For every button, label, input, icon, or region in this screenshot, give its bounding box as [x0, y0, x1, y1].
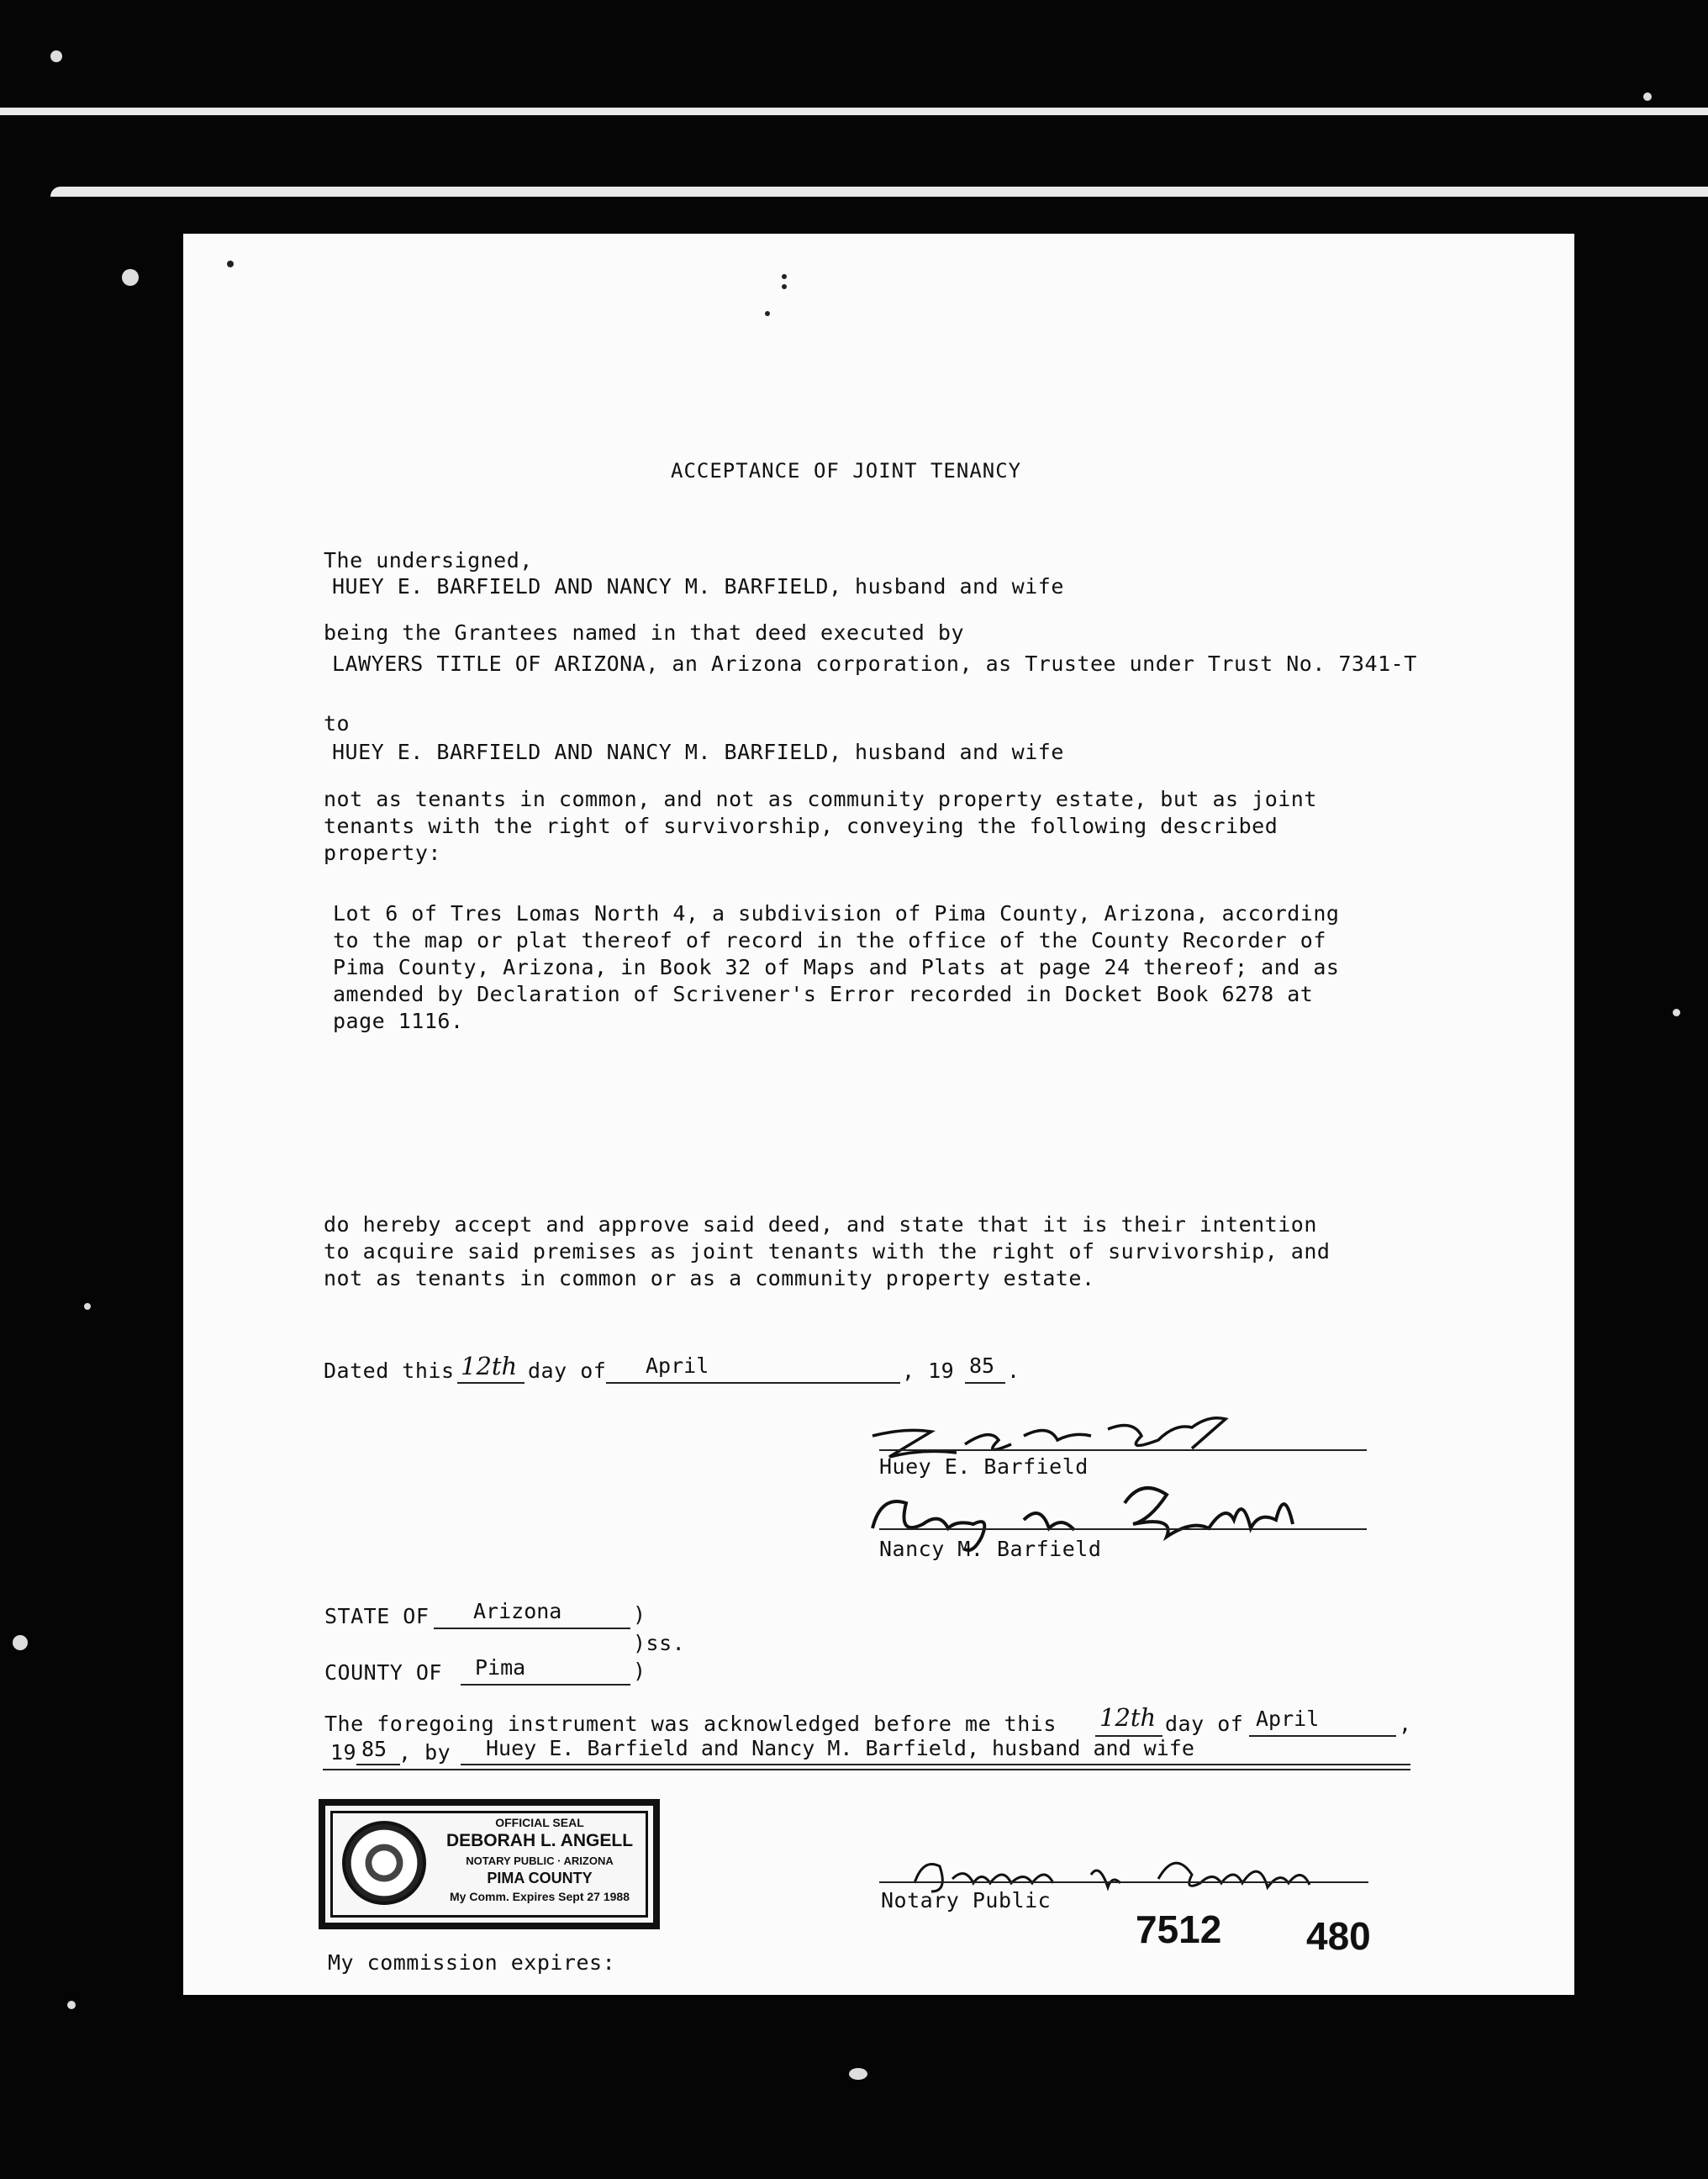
page-number: 480 — [1306, 1914, 1371, 1958]
signature-line-2 — [879, 1528, 1367, 1530]
speck — [84, 1303, 91, 1310]
dated-suffix: . — [1007, 1359, 1020, 1383]
dated-year-prefix: , 19 — [902, 1359, 955, 1383]
dated-prefix: Dated this — [324, 1359, 455, 1383]
speck — [765, 311, 770, 316]
grantees-line-1: HUEY E. BARFIELD AND NANCY M. BARFIELD, husband and wife — [332, 574, 1064, 599]
ack-names-underline — [461, 1764, 1410, 1765]
speck — [227, 261, 234, 267]
property-description-line: Lot 6 of Tres Lomas North 4, a subdivision of Pima County, Arizona, according — [333, 901, 1340, 926]
ack-by: , by — [398, 1740, 451, 1765]
state-value: Arizona — [473, 1599, 562, 1623]
speck — [782, 284, 787, 289]
ack-comma: , — [1399, 1712, 1412, 1736]
county-label: COUNTY OF — [324, 1660, 442, 1685]
ack-year-prefix: 19 — [330, 1740, 357, 1765]
county-paren: ) — [633, 1659, 646, 1683]
signer-1-name: Huey E. Barfield — [879, 1454, 1089, 1479]
ack-month-underline — [1249, 1735, 1396, 1737]
grantees-line-2: HUEY E. BARFIELD AND NANCY M. BARFIELD, husband and wife — [332, 740, 1064, 764]
ack-extra-underline — [323, 1769, 1410, 1770]
seal-line-4: PIMA COUNTY — [487, 1870, 593, 1886]
dated-day-of: day of — [528, 1359, 607, 1383]
docket-number: 7512 — [1136, 1907, 1222, 1951]
notary-public-label: Notary Public — [881, 1888, 1052, 1913]
dated-year-underline — [965, 1382, 1005, 1384]
property-description-line: amended by Declaration of Scrivener's Error recorded in Docket Book 6278 at — [333, 982, 1314, 1006]
to-label: to — [324, 711, 351, 736]
speck — [122, 269, 139, 286]
speck — [50, 50, 62, 62]
ack-year-underline — [356, 1764, 400, 1765]
acceptance-line: not as tenants in common or as a community property estate. — [324, 1266, 1095, 1290]
document-page — [183, 234, 1574, 1995]
county-underline — [461, 1684, 630, 1686]
ack-year: 85 — [361, 1737, 387, 1761]
state-underline — [434, 1628, 630, 1629]
signature-line-1 — [879, 1449, 1367, 1451]
scan-line-top — [0, 108, 1708, 115]
seal-emblem-icon — [342, 1821, 426, 1905]
state-label: STATE OF — [324, 1604, 430, 1628]
seal-line-2: DEBORAH L. ANGELL — [445, 1831, 634, 1850]
tenancy-line: property: — [324, 841, 441, 865]
state-paren: ) — [633, 1602, 646, 1627]
notary-official-seal — [319, 1799, 660, 1929]
dated-year: 85 — [969, 1353, 995, 1378]
signer-2-name: Nancy M. Barfield — [879, 1537, 1102, 1561]
speck — [782, 274, 787, 279]
ack-month: April — [1256, 1707, 1320, 1731]
seal-line-5: My Comm. Expires Sept 27 1988 — [450, 1890, 630, 1903]
being-grantees-line: being the Grantees named in that deed executed by — [324, 620, 965, 645]
ss-label: )ss. — [633, 1631, 686, 1655]
dated-month-underline — [606, 1382, 900, 1384]
property-description-line: to the map or plat thereof of record in the office of the County Recorder of — [333, 928, 1326, 952]
dated-day: 12th — [461, 1352, 518, 1380]
property-description-line: Pima County, Arizona, in Book 32 of Maps and Plats at page 24 thereof; and as — [333, 955, 1340, 979]
commission-expires-label: My commission expires: — [328, 1950, 616, 1975]
speck — [1643, 92, 1652, 101]
scan-line-second — [50, 187, 1708, 197]
grantor-line: LAWYERS TITLE OF ARIZONA, an Arizona corporation, as Trustee under Trust No. 7341-T — [332, 652, 1417, 676]
tenancy-line: not as tenants in common, and not as community property estate, but as joint — [324, 787, 1317, 811]
ack-day-of: day of — [1165, 1712, 1244, 1736]
ack-day: 12th — [1099, 1703, 1157, 1732]
county-value: Pima — [475, 1655, 526, 1680]
intro-text: The undersigned, — [324, 548, 533, 572]
speck — [67, 2001, 76, 2009]
speck — [13, 1635, 28, 1650]
seal-line-1: OFFICIAL SEAL — [495, 1816, 584, 1829]
speck — [849, 2068, 867, 2080]
dated-day-underline — [457, 1382, 525, 1384]
ack-names: Huey E. Barfield and Nancy M. Barfield, husband and wife — [486, 1736, 1194, 1760]
notary-signature-line — [879, 1881, 1368, 1883]
dated-month: April — [646, 1353, 709, 1378]
tenancy-line: tenants with the right of survivorship, conveying the following described — [324, 814, 1278, 838]
seal-line-3: NOTARY PUBLIC · ARIZONA — [466, 1855, 614, 1867]
acceptance-line: to acquire said premises as joint tenants with the right of survivorship, and — [324, 1239, 1331, 1264]
document-title: ACCEPTANCE OF JOINT TENANCY — [671, 459, 1022, 483]
ack-prefix: The foregoing instrument was acknowledged before me this — [324, 1712, 1057, 1736]
property-description-line: page 1116. — [333, 1009, 464, 1033]
acceptance-line: do hereby accept and approve said deed, and state that it is their intention — [324, 1212, 1317, 1237]
speck — [1673, 1009, 1680, 1016]
